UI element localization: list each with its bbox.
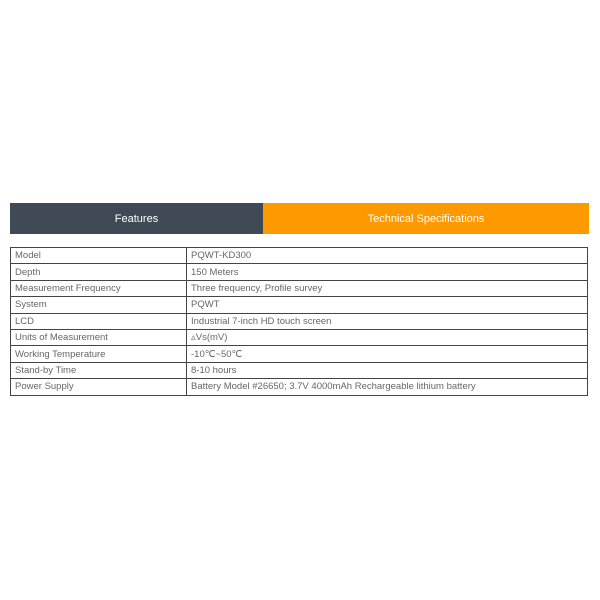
spec-value: PQWT-KD300	[187, 248, 588, 264]
spec-key: Power Supply	[11, 379, 187, 395]
spec-value: 150 Meters	[187, 264, 588, 280]
table-row	[11, 297, 588, 313]
table-row	[11, 248, 588, 264]
specs-table	[10, 247, 588, 396]
spec-value: ▵Vs(mV)	[187, 329, 588, 345]
table-row	[11, 329, 588, 345]
spec-key: Depth	[11, 264, 187, 280]
table-row	[11, 280, 588, 296]
spec-key: Stand-by Time	[11, 362, 187, 378]
table-row	[11, 362, 588, 378]
spec-value: Industrial 7-inch HD touch screen	[187, 313, 588, 329]
spec-value: PQWT	[187, 297, 588, 313]
spec-key: Model	[11, 248, 187, 264]
spec-key: Measurement Frequency	[11, 280, 187, 296]
tab-bar	[10, 203, 589, 234]
table-row	[11, 346, 588, 362]
tab-technical-specifications[interactable]: Technical Specifications	[263, 203, 589, 234]
spec-value: Three frequency, Profile survey	[187, 280, 588, 296]
spec-value: Battery Model #26650; 3.7V 4000mAh Rechargeable lithium battery	[187, 379, 588, 395]
spec-key: Working Temperature	[11, 346, 187, 362]
tab-features[interactable]: Features	[10, 203, 263, 234]
table-row	[11, 264, 588, 280]
spec-key: LCD	[11, 313, 187, 329]
spec-key: System	[11, 297, 187, 313]
spec-value: 8-10 hours	[187, 362, 588, 378]
spec-value: -10℃~50℃	[187, 346, 588, 362]
table-row	[11, 313, 588, 329]
table-row	[11, 379, 588, 395]
spec-key: Units of Measurement	[11, 329, 187, 345]
